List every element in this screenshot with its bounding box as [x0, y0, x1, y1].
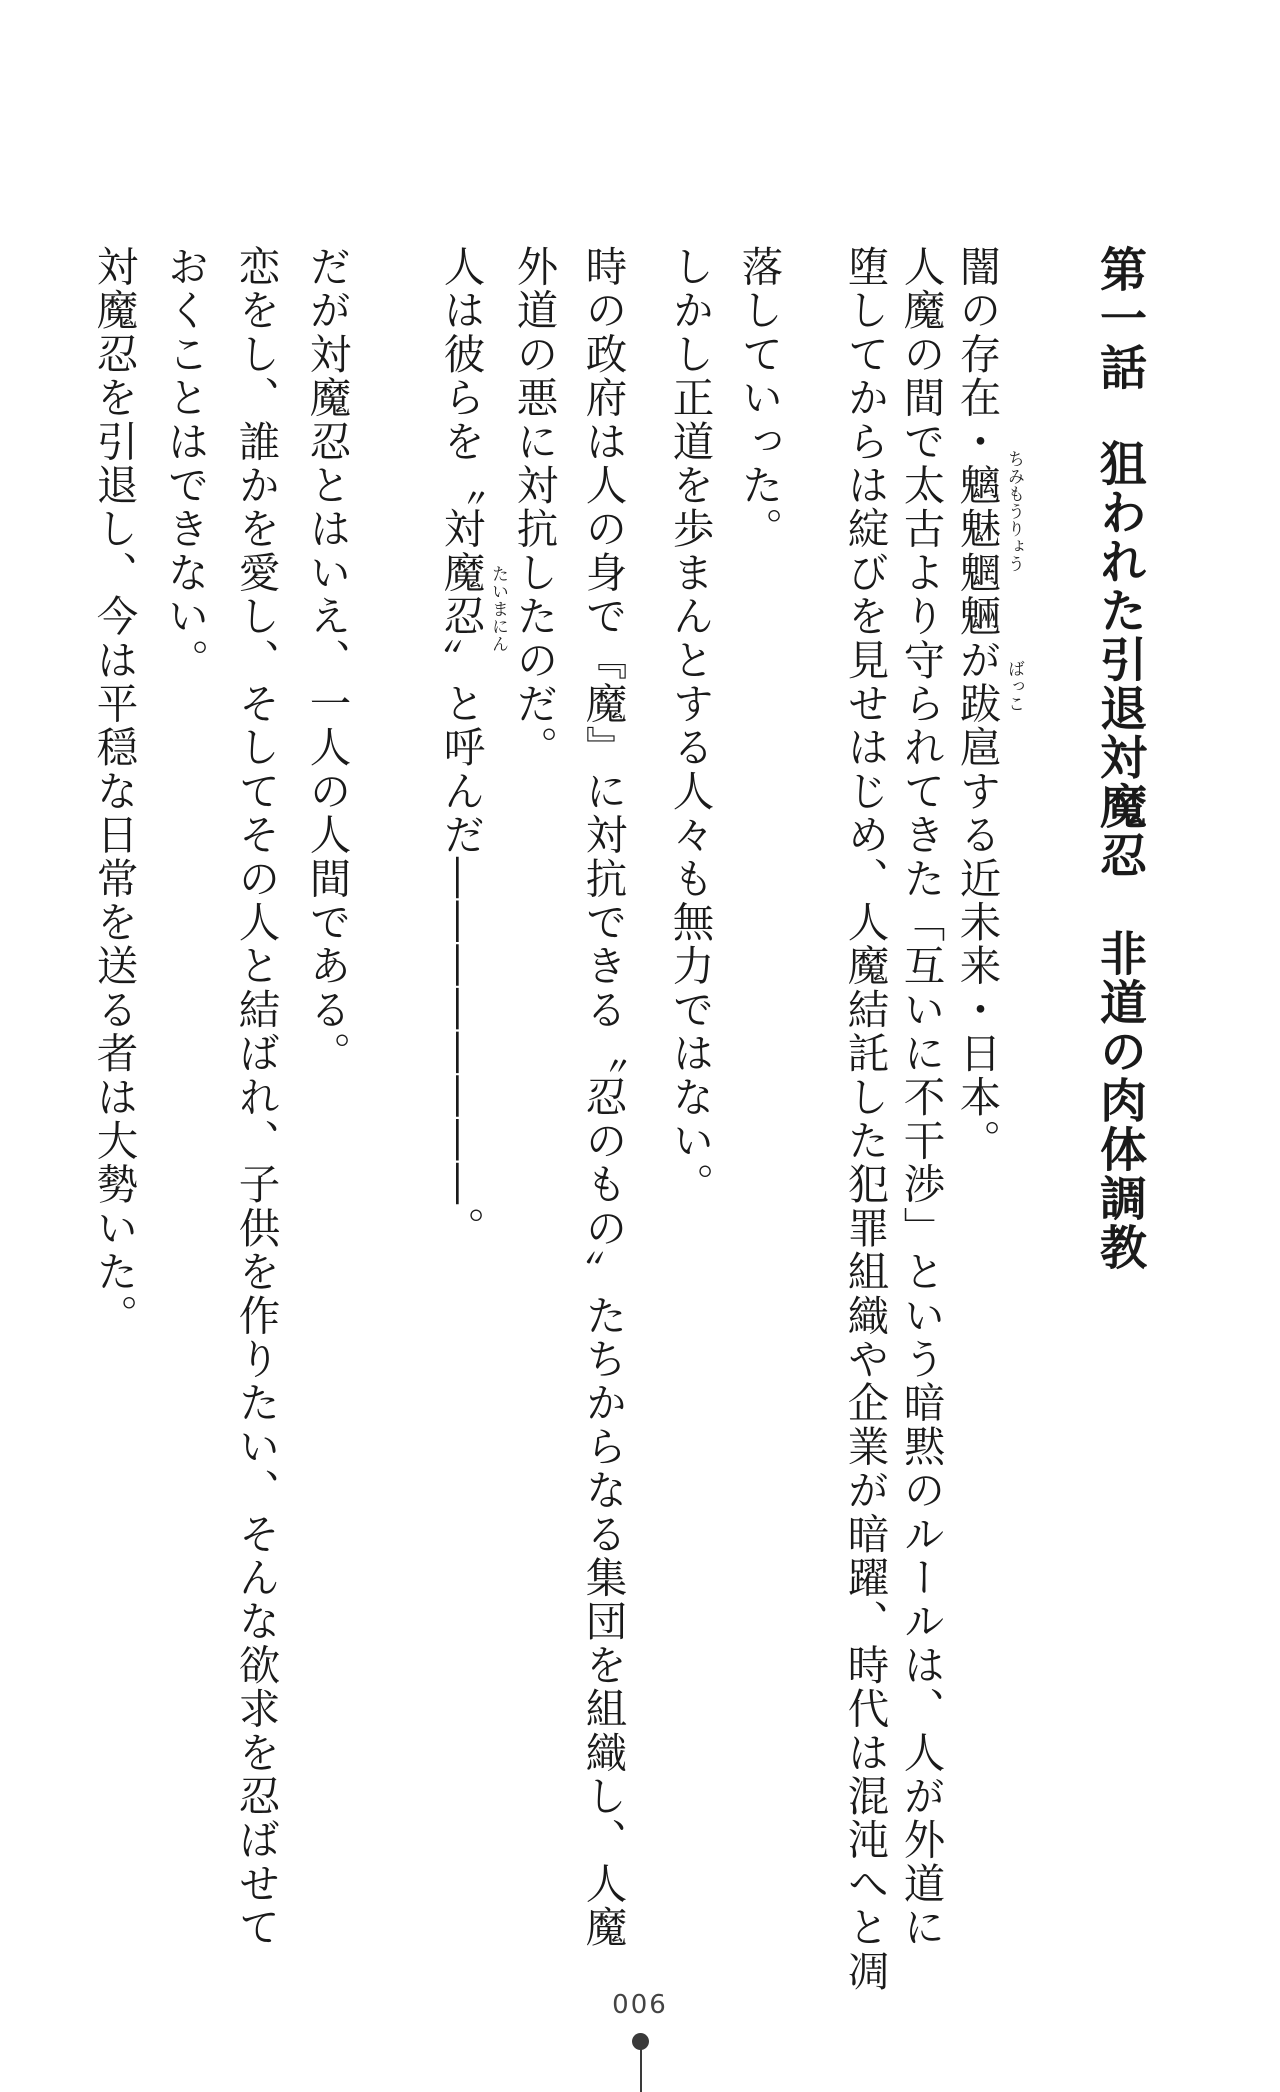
text-column-7: 外道の悪に対抗したのだ。	[509, 245, 559, 770]
text-column-12: 対魔忍を引退し、今は平穏な日常を送る者は大勢いた。	[89, 245, 139, 1338]
page-marker-line	[640, 2048, 642, 2092]
ruby-taimanin: たいまにん	[488, 565, 508, 653]
ruby-chimimoryo: ちみもうりょう	[1004, 450, 1024, 573]
text-column-4: 落していった。	[734, 245, 784, 551]
ruby-bakko: ばっこ	[1004, 660, 1024, 713]
text-column-1: 闇の存在・魑魅魍魎が跋扈する近未来・日本。	[952, 245, 1002, 1163]
text-column-6: 時の政府は人の身で『魔』に対抗できる〝忍のもの〟たちからなる集団を組織し、人魔	[578, 245, 628, 1950]
chapter-number: 第一話	[1092, 245, 1147, 392]
text-column-8: 人は彼らを〝対魔忍〟と呼んだ――――――――。	[436, 245, 486, 1251]
text-column-3: 堕してからは綻びを見せはじめ、人魔結託した犯罪組織や企業が暗躍、時代は混沌へと凋	[840, 245, 890, 1993]
text-column-10: 恋をし、誰かを愛し、そしてその人と結ばれ、子供を作りたい、そんな欲求を忍ばせて	[231, 245, 281, 1950]
page-number: 006	[612, 1990, 668, 2020]
text-column-5: しかし正道を歩まんとする人々も無力ではない。	[665, 245, 715, 1207]
chapter-title: 狙われた引退対魔忍 非道の肉体調教	[1092, 439, 1147, 1272]
text-column-11: おくことはできない。	[160, 245, 210, 682]
text-column-2: 人魔の間で太古より守られてきた「互いに不干渉」という暗黙のルールは、人が外道に	[896, 245, 946, 1950]
text-column-9: だが対魔忍とはいえ、一人の人間である。	[302, 245, 352, 1076]
chapter-heading	[1092, 245, 1147, 1272]
